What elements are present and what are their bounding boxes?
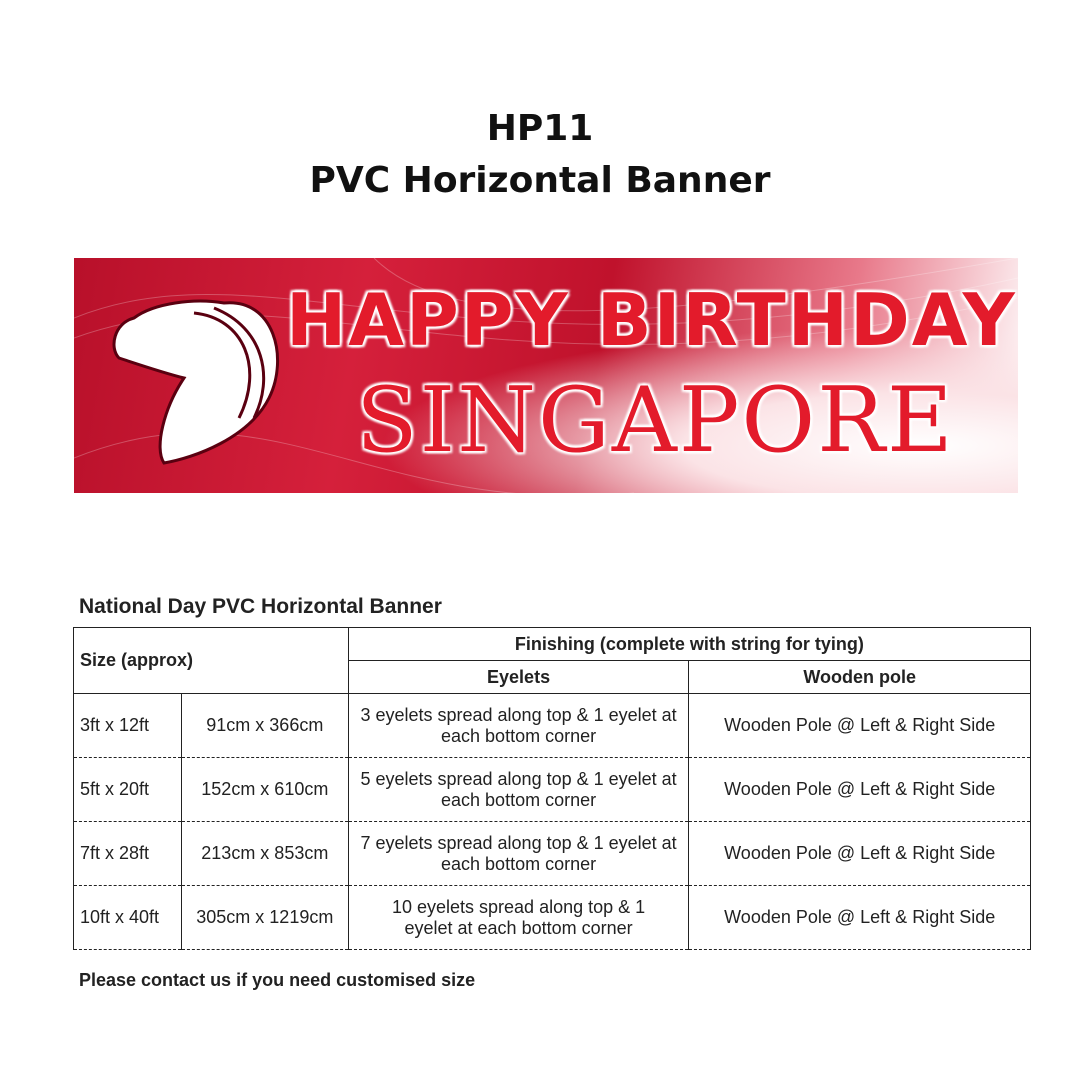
size-table <box>73 627 1031 950</box>
product-code: HP11 <box>486 108 594 149</box>
banner-headline: HAPPY BIRTHDAY <box>286 278 1017 362</box>
banner-image <box>74 258 1018 493</box>
eyelets-cell: 3 eyelets spread along top & 1 eyelet at each bottom corner <box>348 694 689 758</box>
pole-cell: Wooden Pole @ Left & Right Side <box>689 886 1031 950</box>
size-ft: 5ft x 20ft <box>74 758 182 822</box>
eyelets-cell: 5 eyelets spread along top & 1 eyelet at each bottom corner <box>348 758 689 822</box>
custom-size-note: Please contact us if you need customised size <box>79 970 476 990</box>
size-header: Size (approx) <box>74 628 349 694</box>
size-ft: 3ft x 12ft <box>74 694 182 758</box>
size-ft: 7ft x 28ft <box>74 822 182 886</box>
table-row <box>74 758 1031 822</box>
eyelets-cell: 7 eyelets spread along top & 1 eyelet at each bottom corner <box>348 822 689 886</box>
size-cm: 91cm x 366cm <box>181 694 348 758</box>
table-row <box>74 694 1031 758</box>
size-ft: 10ft x 40ft <box>74 886 182 950</box>
eyelets-header: Eyelets <box>348 661 689 694</box>
size-cm: 305cm x 1219cm <box>181 886 348 950</box>
size-cm: 152cm x 610cm <box>181 758 348 822</box>
table-row <box>74 822 1031 886</box>
pole-cell: Wooden Pole @ Left & Right Side <box>689 694 1031 758</box>
size-cm: 213cm x 853cm <box>181 822 348 886</box>
eyelets-cell: 10 eyelets spread along top & 1 eyelet at each bottom corner <box>348 886 689 950</box>
pole-cell: Wooden Pole @ Left & Right Side <box>689 822 1031 886</box>
product-title: PVC Horizontal Banner <box>309 160 771 201</box>
pole-cell: Wooden Pole @ Left & Right Side <box>689 758 1031 822</box>
pole-header: Wooden pole <box>689 661 1031 694</box>
table-row <box>74 886 1031 950</box>
banner-subheadline: SINGAPORE <box>356 368 955 473</box>
table-title: National Day PVC Horizontal Banner <box>79 595 442 618</box>
finishing-header: Finishing (complete with string for tying) <box>348 628 1030 661</box>
